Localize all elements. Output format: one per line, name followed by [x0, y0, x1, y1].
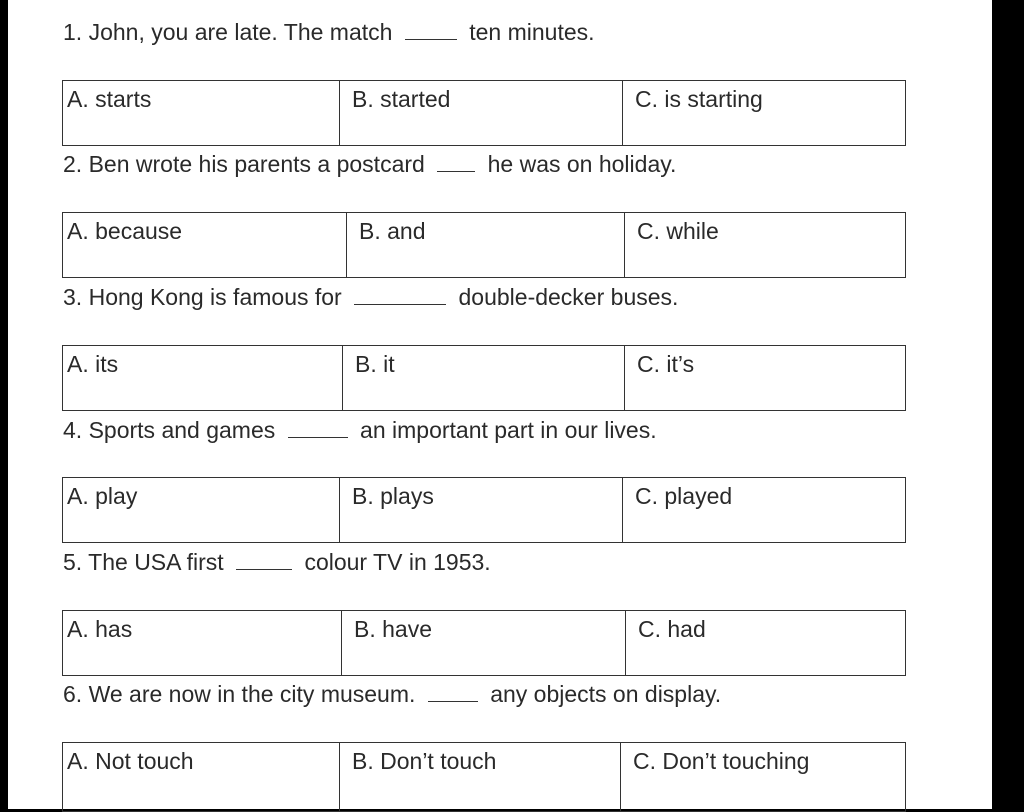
question-text-before: The USA first: [88, 549, 224, 575]
question-text-after: colour TV in 1953.: [304, 549, 491, 575]
question-text-after: he was on holiday.: [487, 151, 677, 177]
option-b: B. and: [347, 213, 625, 277]
worksheet-page: [8, 0, 992, 809]
question-2: [63, 150, 676, 178]
option-c: C. is starting: [635, 86, 763, 112]
answer-blank: [288, 437, 348, 438]
answer-blank: [428, 701, 478, 702]
question-6: [63, 680, 721, 708]
option-a: A. starts: [63, 81, 340, 145]
options-table-4: [62, 477, 906, 543]
question-number: 3.: [63, 284, 83, 310]
question-text-after: an important part in our lives.: [360, 417, 657, 443]
options-table-5: [62, 610, 906, 676]
question-number: 4.: [63, 417, 83, 443]
question-number: 2.: [63, 151, 83, 177]
question-text-after: any objects on display.: [490, 681, 722, 707]
question-text-after: ten minutes.: [469, 19, 595, 45]
question-1: [63, 18, 595, 46]
option-a: A. Not touch: [63, 743, 340, 811]
option-c: C. while: [637, 218, 719, 244]
option-b: B. plays: [340, 478, 623, 542]
option-b: B. started: [340, 81, 623, 145]
option-b: B. Don’t touch: [340, 743, 621, 811]
option-c: C. Don’t touching: [633, 748, 810, 774]
option-a: A. because: [63, 213, 347, 277]
question-text-before: Ben wrote his parents a postcard: [88, 151, 425, 177]
answer-blank: [236, 569, 292, 570]
question-number: 1.: [63, 19, 83, 45]
options-table-3: [62, 345, 906, 411]
options-table-6: [62, 742, 906, 812]
answer-blank: [437, 171, 475, 172]
option-c: C. had: [638, 616, 706, 642]
option-b: B. have: [342, 611, 626, 675]
question-text-before: John, you are late. The match: [88, 19, 393, 45]
option-b: B. it: [343, 346, 625, 410]
answer-blank: [405, 39, 457, 40]
question-text-before: We are now in the city museum.: [88, 681, 416, 707]
question-4: [63, 416, 657, 444]
options-table-1: [62, 80, 906, 146]
question-3: [63, 283, 678, 311]
question-text-before: Sports and games: [88, 417, 276, 443]
question-text-after: double-decker buses.: [458, 284, 679, 310]
option-a: A. play: [63, 478, 340, 542]
question-number: 5.: [63, 549, 83, 575]
option-a: A. has: [63, 611, 342, 675]
question-5: [63, 548, 491, 576]
question-text-before: Hong Kong is famous for: [88, 284, 342, 310]
option-a: A. its: [63, 346, 343, 410]
option-c: C. played: [635, 483, 733, 509]
option-c: C. it’s: [637, 351, 695, 377]
options-table-2: [62, 212, 906, 278]
answer-blank: [354, 304, 446, 305]
question-number: 6.: [63, 681, 83, 707]
